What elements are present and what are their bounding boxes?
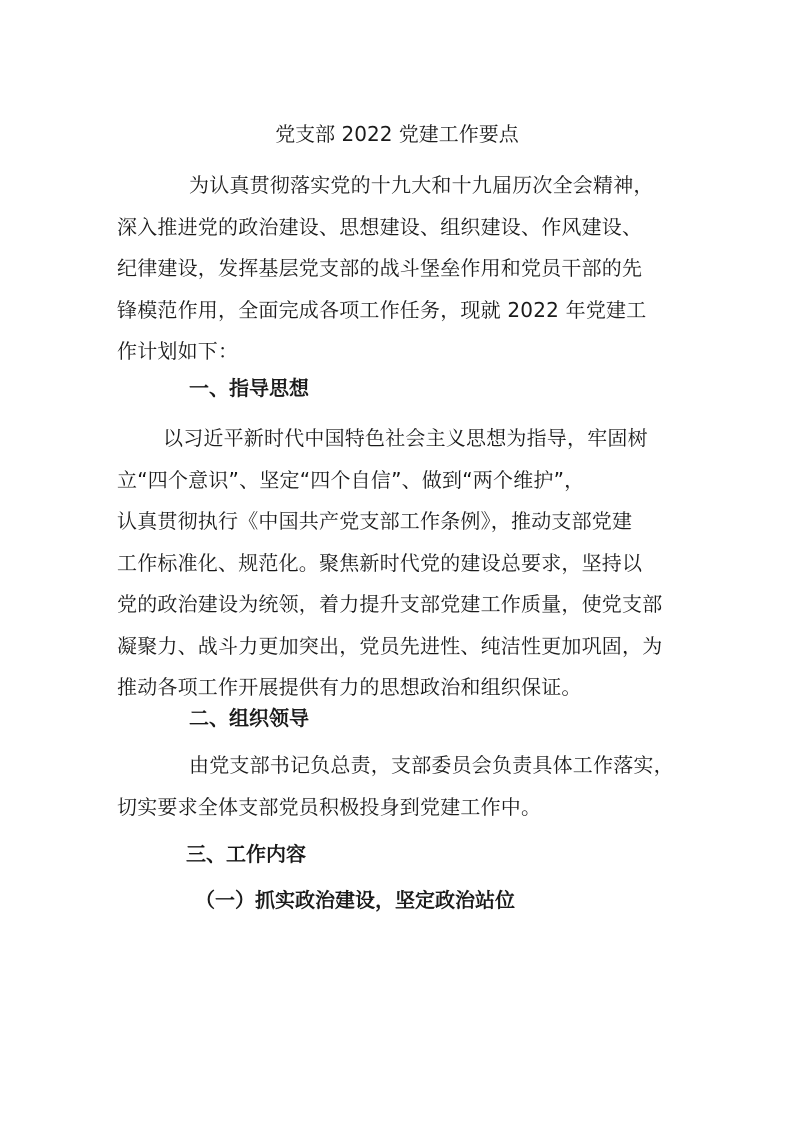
paragraph-line: 凝聚力、战斗力更加突出，党员先进性、纯洁性更加巩固，为 (117, 633, 663, 658)
section-heading-guiding-ideology: 一、指导思想 (189, 376, 309, 400)
intro-line: 深入推进党的政治建设、思想建设、组织建设、作风建设、 (117, 214, 643, 239)
intro-line: 为认真贯彻落实党的十九大和十九届历次全会精神， (189, 173, 654, 197)
document-title: 党支部 2022 党建工作要点 (275, 122, 519, 146)
intro-line: 锋模范作用，全面完成各项工作任务，现就 2022 年党建工 (117, 297, 647, 322)
paragraph-line: 工作标准化、规范化。聚焦新时代党的建设总要求，坚持以 (117, 550, 643, 575)
intro-line: 作计划如下： (117, 339, 239, 363)
intro-paragraph (117, 165, 687, 373)
section-heading-organization-leadership: 二、组织领导 (189, 706, 309, 730)
paragraph-line: 立“四个意识”、坚定“四个自信”、做到“两个维护”， (117, 467, 585, 492)
subsection-heading-political-building: （一）抓实政治建设，坚定政治站位 (195, 888, 515, 912)
paragraph-line: 推动各项工作开展提供有力的思想政治和组织保证。 (117, 675, 582, 699)
intro-line: 纪律建设，发挥基层党支部的战斗堡垒作用和党员干部的先 (117, 256, 643, 280)
section-heading-work-content: 三、工作内容 (186, 842, 306, 866)
paragraph-line: 党的政治建设为统领，着力提升支部党建工作质量，使党支部 (117, 592, 663, 616)
guiding-ideology-paragraph (117, 418, 687, 709)
paragraph-line: 由党支部书记负总责，支部委员会负责具体工作落实， (189, 753, 674, 777)
paragraph-line: 认真贯彻执行《中国共产党支部工作条例》，推动支部党建 (117, 509, 633, 533)
paragraph-line: 以习近平新时代中国特色社会主义思想为指导，牢固树 (163, 426, 648, 450)
organization-leadership-paragraph (117, 745, 687, 828)
paragraph-line: 切实要求全体支部党员积极投身到党建工作中。 (117, 794, 542, 819)
